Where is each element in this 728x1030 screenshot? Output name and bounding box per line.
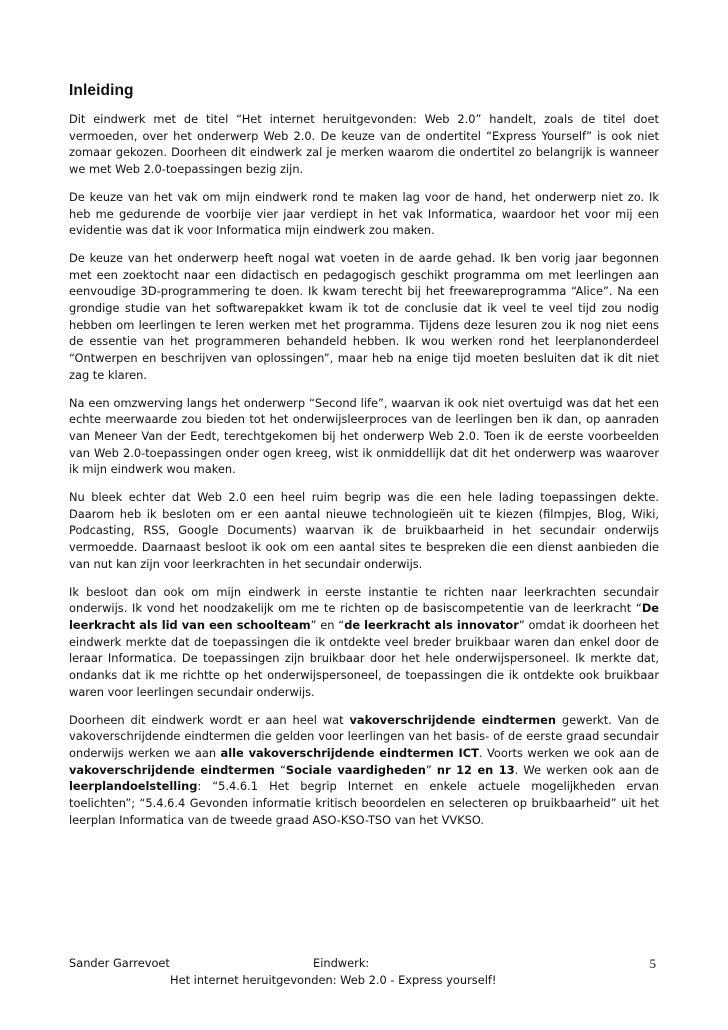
footer-label: Eindwerk:	[313, 956, 370, 970]
footer-author: Sander Garrevoet	[69, 956, 170, 970]
text-run: gewerkt. Van de vakoverschrijdende eindtermen die gelden voor leerlingen van het basis- of de eerste graad secundair onderwijs werken we aan	[69, 712, 659, 760]
text-run: ” omdat ik doorheen het eindwerk merkte dat de toepassingen die ik ontdekte veel breder bruikbaar waren dan enkel door de leraar Informatica. De toepassingen zijn bruikbaar door het hele onderwijspersoneel. Ik merkte dat, ondanks dat ik me richtte op het onderwijspersoneel, de toepassingen die ik ontdekte ook bruikbaar waren voor leerlingen secundair onderwijs.	[69, 617, 659, 699]
bold-run: de leerkracht als innovator	[344, 617, 519, 632]
paragraph-eindtermen	[69, 712, 659, 829]
bold-run: nr 12 en 13	[436, 762, 515, 777]
text-run: “	[274, 762, 286, 777]
paragraph-subject-choice: De keuze van het vak om mijn eindwerk rond te maken lag voor de hand, het onderwerp niet zo. Ik heb me gedurende de voorbije vier jaar verdiept in het vak Informatica, waardoor het voor mij een evidentie was dat ik voor Informatica mijn eindwerk zou maken.	[69, 189, 659, 238]
bold-run: vakoverschrijdende eindtermen	[349, 712, 557, 727]
text-run: . We werken ook aan de	[514, 762, 659, 777]
text-run: Doorheen dit eindwerk wordt er aan heel wat	[69, 712, 350, 727]
paragraph-topic-history: De keuze van het onderwerp heeft nogal wat voeten in de aarde gehad. Ik ben vorig jaar begonnen met een zoektocht naar een didactisch en pedagogisch geschikt programma om met leerlingen aan eenvoudige 3D-programmering te doen. Ik kwam terecht bij het freewareprogramma “Alice”. Na een grondige studie van het softwarepakket kwam ik tot de conclusie dat ik veel te veel tijd zou nodig hebben om leerlingen te leren werken met het programma. Tijdens deze lesuren zou ik nog niet eens de essentie van het programmeren behandeld hebben. Ik wou werken rond het leerplanonderdeel “Ontwerpen en beschrijven van oplossingen”, maar heb na enige tijd moeten besluiten dat ik dit niet zag te klaren.	[69, 250, 659, 382]
paragraph-web20-scope: Nu bleek echter dat Web 2.0 een heel ruim begrip was die een hele lading toepassingen dekte. Daarom heb ik besloten om er een aantal nieuwe technologieën uit te kiezen (filmpjes, Blog, Wiki, Podcasting, RSS, Google Documents) waarvan ik de bruikbaarheid in het secundair onderwijs vermoedde. Daarnaast besloot ik ook om een aantal sites te bespreken die een dienst aanbieden die van nut kan zijn voor leerkrachten in het secundair onderwijs.	[69, 490, 659, 571]
text-run: Ik besloot dan ook om mijn eindwerk in eerste instantie te richten naar leerkrachten secundair onderwijs. Ik vond het noodzakelijk om me te richten op de basiscompetentie van de leerkracht “	[69, 584, 659, 616]
page-number: 5	[649, 956, 656, 971]
text-run: ”	[425, 762, 437, 777]
footer-subtitle: Het internet heruitgevonden: Web 2.0 - Express yourself!	[170, 973, 497, 987]
section-heading: Inleiding	[69, 82, 134, 99]
text-run: ” en “	[310, 617, 345, 632]
text-run: . Voorts werken we ook aan de	[478, 745, 659, 760]
bold-run: De leerkracht als lid van een schoolteam	[69, 601, 659, 632]
paragraph-second-life: Na een omzwerving langs het onderwerp “Second life”, waarvan ik ook niet overtuigd was dat het een echte meerwaarde zou bieden tot het onderwijsleerproces van de leerlingen ben ik dan, op aanraden van Meneer Van der Eedt, terechtgekomen bij het onderwerp Web 2.0. Toen ik de eerste voorbeelden van Web 2.0-toepassingen onder ogen kreeg, wist ik onmiddellijk dat dit het onderwerp was waarover ik mijn eindwerk wou maken.	[69, 395, 659, 477]
page-footer	[69, 955, 659, 987]
document-body	[69, 82, 659, 839]
text-run: : “5.4.6.1 Het begrip Internet en enkele actuele mogelijkheden ervan toelichten”; “5.4.6.4 Gevonden informatie kritisch beoordelen en selecteren op bruikbaarheid” uit het leerplan Informatica van de tweede graad ASO-KSO-TSO van het VVKSO.	[69, 779, 659, 827]
paragraph-intro: Dit eindwerk met de titel “Het internet heruitgevonden: Web 2.0” handelt, zoals de titel doet vermoeden, over het onderwerp Web 2.0. De keuze van de ondertitel “Express Yourself” is ook niet zomaar gekozen. Doorheen dit eindwerk zal je merken waarom die ondertitel zo belangrijk is wanneer we met Web 2.0-toepassingen bezig zijn.	[69, 112, 659, 177]
bold-run: leerplandoelstelling	[69, 779, 198, 794]
paragraph-target-audience	[69, 584, 659, 701]
bold-run: alle vakoverschrijdende eindtermen ICT	[220, 745, 479, 760]
bold-run: vakoverschrijdende eindtermen	[69, 762, 275, 777]
bold-run: Sociale vaardigheden	[285, 762, 426, 777]
